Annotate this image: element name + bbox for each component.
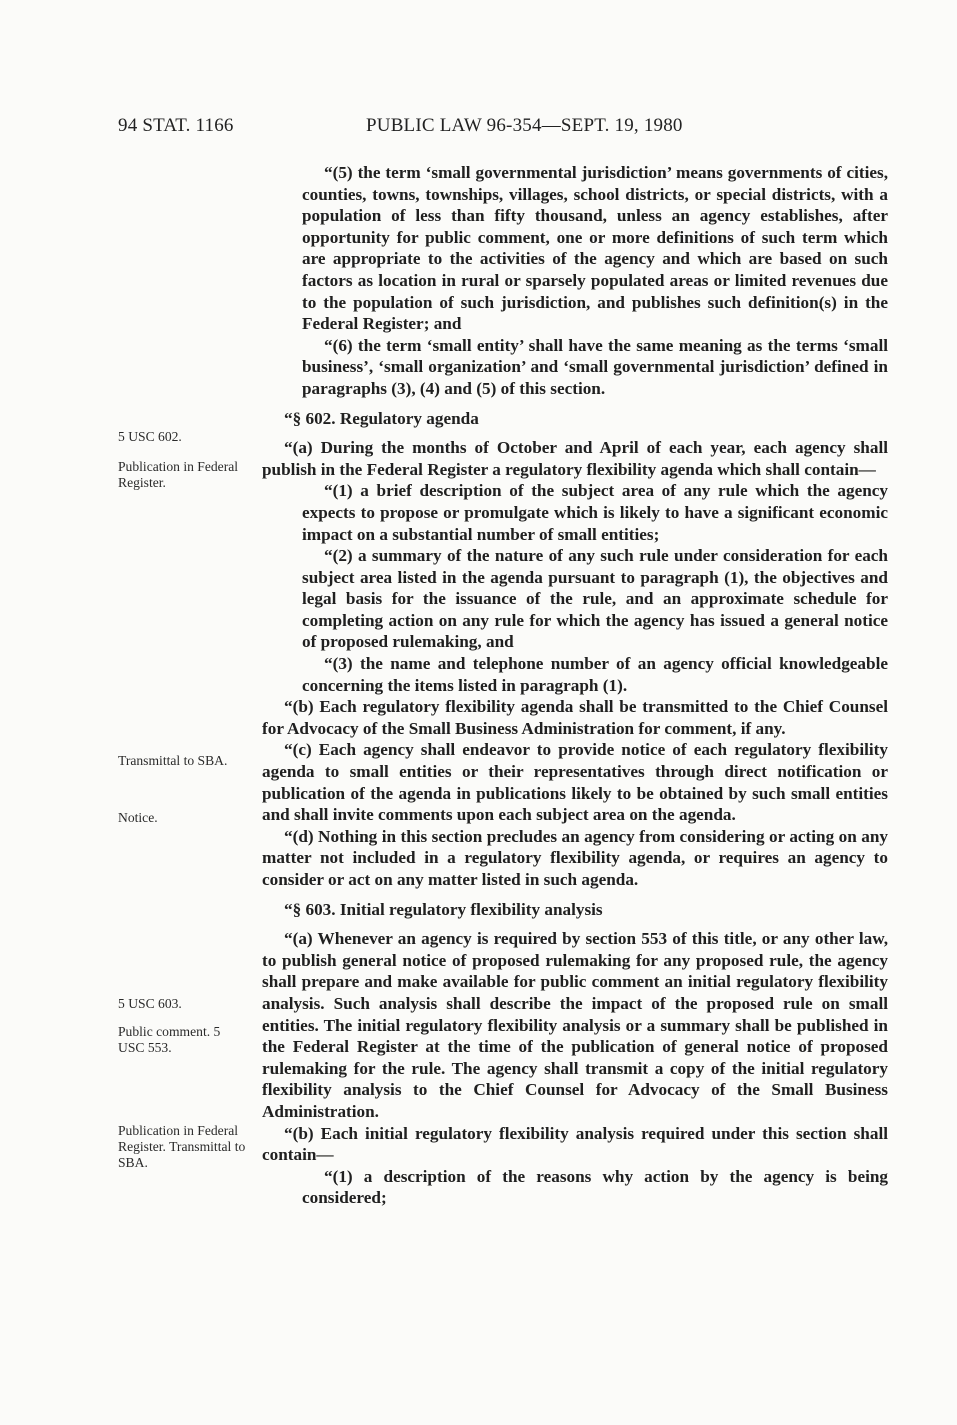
margin-note-publication-transmittal: Publication in Federal Register. Transmittal to SBA. (118, 1123, 246, 1170)
paragraph-6: “(6) the term ‘small entity’ shall have the same meaning as the terms ‘small business’, ‘small organization’ and ‘small governmental jurisdiction’ defined in paragraphs (3), (4) and (5) of this section. (302, 335, 888, 398)
margin-note-public-comment: Public comment. 5 USC 553. (118, 1024, 221, 1055)
body-text-column (262, 162, 888, 1209)
section-602-heading: “§ 602. Regulatory agenda (284, 408, 479, 428)
section-602-a-3: “(3) the name and telephone number of an agency official knowledgeable concerning the items listed in paragraph (1). (302, 654, 888, 695)
section-602-b: “(b) Each regulatory flexibility agenda shall be transmitted to the Chief Counsel for Advocacy of the Small Business Administration for comment, if any. (262, 697, 888, 738)
section-603-b-1: “(1) a description of the reasons why action by the agency is being considered; (302, 1166, 888, 1208)
margin-note-usc-602: 5 USC 602. (118, 429, 182, 444)
public-law-title: PUBLIC LAW 96-354—SEPT. 19, 1980 (366, 115, 683, 136)
margin-note-notice: Notice. (118, 810, 158, 825)
statute-page-number: 94 STAT. 1166 (118, 115, 234, 136)
section-602-a-2: “(2) a summary of the nature of any such rule under consideration for each subject area listed in the agenda pursuant to paragraph (1), the objectives and legal basis for the issuance of the rule, and an approximate schedule for completing action on any rule for which the agency has issued a general notice of proposed rulemaking, and (302, 546, 888, 652)
paragraph-5: “(5) the term ‘small governmental jurisdiction’ means governments of cities, counties, towns, townships, villages, school districts, or special districts, with a population of less than fifty thousand, unless an agency establishes, after opportunity for public comment, one or more definitions of such term which are appropriate to the activities of the agency and which are based on such factors as location in rural or sparsely populated areas or limited revenues due to the population of such jurisdiction, and publishes such definition(s) in the Federal Register; and (302, 163, 888, 334)
section-602-c: “(c) Each agency shall endeavor to provide notice of each regulatory flexibility agenda to small entities or their representatives through direct notification or publication of the agenda in publications likely to be obtained by such small entities and shall invite comments upon each subject area on the agenda. (262, 740, 888, 825)
margin-note-publication: Publication in Federal Register. (118, 459, 239, 490)
section-602-d: “(d) Nothing in this section precludes an agency from considering or acting on any matter not included in a regulatory flexibility agenda, or requires an agency to consider or act on any matter listed in such agenda. (262, 826, 888, 889)
section-603-b: “(b) Each initial regulatory flexibility analysis required under this section shall contain— (262, 1123, 888, 1165)
section-602-a: “(a) During the months of October and April of each year, each agency shall publish in the Federal Register a regulatory flexibility agenda which shall contain— (262, 438, 888, 479)
section-602-a-1: “(1) a brief description of the subject area of any rule which the agency expects to propose or promulgate which is likely to have a significant economic impact on a substantial number of small entities; (302, 481, 888, 544)
margin-note-usc-603: 5 USC 603. (118, 996, 182, 1011)
section-603-a: “(a) Whenever an agency is required by section 553 of this title, or any other law, to publish general notice of proposed rulemaking for any proposed rule, the agency shall prepare and make available for public comment an initial regulatory flexibility analysis. Such analysis shall describe the impact of the proposed rule on small entities. The initial regulatory flexibility analysis or a summary shall be published in the Federal Register at the time of the publication of general notice of proposed rulemaking for the rule. The agency shall transmit a copy of the initial regulatory flexibility analysis to the Chief Counsel for Advocacy of the Small Business Administration. (262, 929, 888, 1121)
margin-note-transmittal: Transmittal to SBA. (118, 753, 228, 768)
section-603-heading: “§ 603. Initial regulatory flexibility analysis (284, 899, 603, 919)
